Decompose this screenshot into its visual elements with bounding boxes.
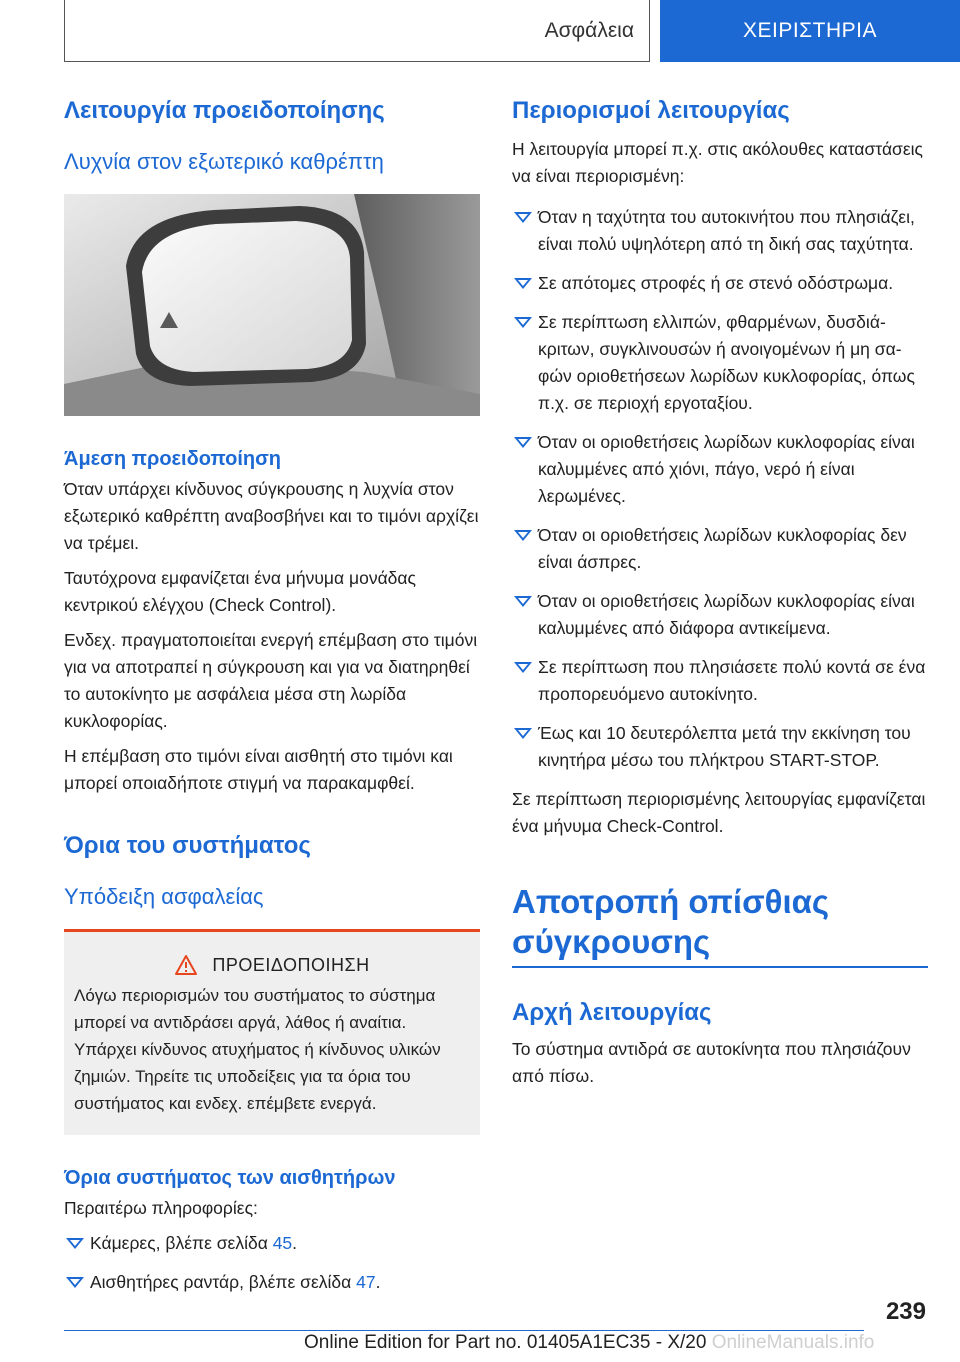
bullet-triangle-icon [514,278,532,289]
list-item: Αισθητήρες ραντάρ, βλέπε σελίδα 47. [64,1269,480,1296]
title-divider [512,966,928,968]
heading-direct-warning: Άμεση προειδοποίηση [64,448,282,470]
limits-list [512,204,928,774]
heading-sensor-limits: Όρια συστήματος των αισθητήρων [64,1167,396,1189]
list-item: Όταν η ταχύτητα του αυτοκινήτου που πλησιάζει, είναι πολύ υψηλότερη από τη δική σας ταχύτητα. [512,204,928,258]
paragraph: Η επέμβαση στο τιμόνι είναι αισθητή στο τιμόνι και μπορεί οποιαδήποτε στιγμή να παρακαμφθεί. [64,746,453,793]
chapter-title-rear-collision: Αποτροπή οπίσθιας σύγκρουσης [512,883,830,960]
bullet-triangle-icon [66,1238,84,1249]
subtitle-mirror-lamp: Λυχνία στον εξωτερικό καθρέπτη [64,149,384,174]
paragraph: Ενδεχ. πραγματοποιείται ενεργή επέμβαση στο τιμόνι για να αποτραπεί η σύγκρουση και για να διατηρηθεί το αυτοκίνητο με ασφάλεια μέσα στη λωρίδα κυκλοφορίας. [64,630,478,731]
bullet-triangle-icon [514,596,532,607]
list-item: Σε απότομες στροφές ή σε στενό οδόστρωμα. [512,270,928,297]
paragraph: Ταυτόχρονα εμφανίζεται ένα μήνυμα μονάδας κεντρικού ελέγχου (Check Control). [64,568,416,615]
section-title-warning-function: Λειτουργία προειδοποίησης [64,97,385,124]
bullet-triangle-icon [514,317,532,328]
list-item: Έως και 10 δευτερόλεπτα μετά την εκκίνηση του κινητήρα μέσω του πλήκτρου START-STOP. [512,720,928,774]
list-item: Όταν οι οριοθετήσεις λωρίδων κυκλοφορίας δεν είναι άσπρες. [512,522,928,576]
warning-title: ΠΡΟΕΙΔΟΠΟΙΗΣΗ [212,954,370,975]
list-item: Σε περίπτωση ελλιπών, φθαρμένων, δυσδιάκριτων, συγκλινουσών ή ανοιγομένων ή μη σαφών οριοθετήσεων λωρίδων κυκλοφορίας, όπως π.χ. σε περιοχή εργοταξίου. [512,309,928,417]
sensors-list [64,1230,480,1296]
warning-icon [174,954,198,976]
list-item: Όταν οι οριοθετήσεις λωρίδων κυκλοφορίας είναι καλυμμένες από διάφορα αντικείμενα. [512,588,928,642]
footer-divider [64,1330,864,1331]
list-item: Όταν οι οριοθετήσεις λωρίδων κυκλοφορίας είναι καλυμμένες από χιόνι, πάγο, νερό ή είναι λερωμένες. [512,429,928,510]
bullet-triangle-icon [514,437,532,448]
page-link-45[interactable]: 45 [272,1233,293,1253]
section-title-function-limits: Περιορισμοί λειτουργίας [512,97,790,124]
bullet-triangle-icon [514,212,532,223]
warning-box [64,929,480,1135]
subtitle-safety-note: Υπόδειξη ασφαλείας [64,884,264,909]
footer-edition: Online Edition for Part no. 01405A1EC35 - X/20 OnlineManuals.info [304,1332,875,1353]
warning-header [74,954,470,976]
section-title-principle: Αρχή λειτουργίας [512,999,712,1026]
after-list-text: Σε περίπτωση περιορισμένης λειτουργίας εμφανίζεται ένα μήνυμα Check-Control. [512,789,926,836]
page-link-47[interactable]: 47 [356,1272,376,1292]
header-chapter-tab[interactable]: ΧΕΙΡΙΣΤΗΡΙΑ [660,0,960,62]
bullet-triangle-icon [514,728,532,739]
list-item: Σε περίπτωση που πλησιάσετε πολύ κοντά σε ένα προπορευόμενο αυτοκίνητο. [512,654,928,708]
bullet-triangle-icon [514,662,532,673]
bullet-triangle-icon [66,1277,84,1288]
sensors-intro: Περαιτέρω πληροφορίες: [64,1198,258,1218]
paragraph: Όταν υπάρχει κίνδυνος σύγκρουσης η λυχνία στον εξωτερικό καθρέπτη αναβοσβήνει και το τιμόνι αρχίζει να τρέμει. [64,479,479,553]
right-column [512,96,928,1098]
section-title-system-limits: Όρια του συστήματος [64,832,311,859]
mirror-illustration [64,194,480,416]
header-section-title: Ασφάλεια [544,19,634,42]
left-column [64,96,480,1308]
principle-text: Το σύστημα αντιδρά σε αυτοκίνητα που πλησιάζουν από πίσω. [512,1039,911,1086]
limits-intro: Η λειτουργία μπορεί π.χ. στις ακόλουθες καταστάσεις να είναι περιορισμένη: [512,139,923,186]
page-number: 239 [885,1298,926,1325]
warning-text: Λόγω περιορισμών του συστήματος το σύστημα μπορεί να αντιδράσει αργά, λάθος ή αναίτια. Υπάρχει κίνδυνος ατυχήματος ή κίνδυνος υλικών ζημιών. Τηρείτε τις υποδείξεις για τα όρια του συστήματος και ενδεχ. επέμβετε ενεργά. [74,986,441,1113]
watermark: OnlineManuals.info [711,1332,875,1353]
list-item: Κάμερες, βλέπε σελίδα 45. [64,1230,480,1257]
bullet-triangle-icon [514,530,532,541]
